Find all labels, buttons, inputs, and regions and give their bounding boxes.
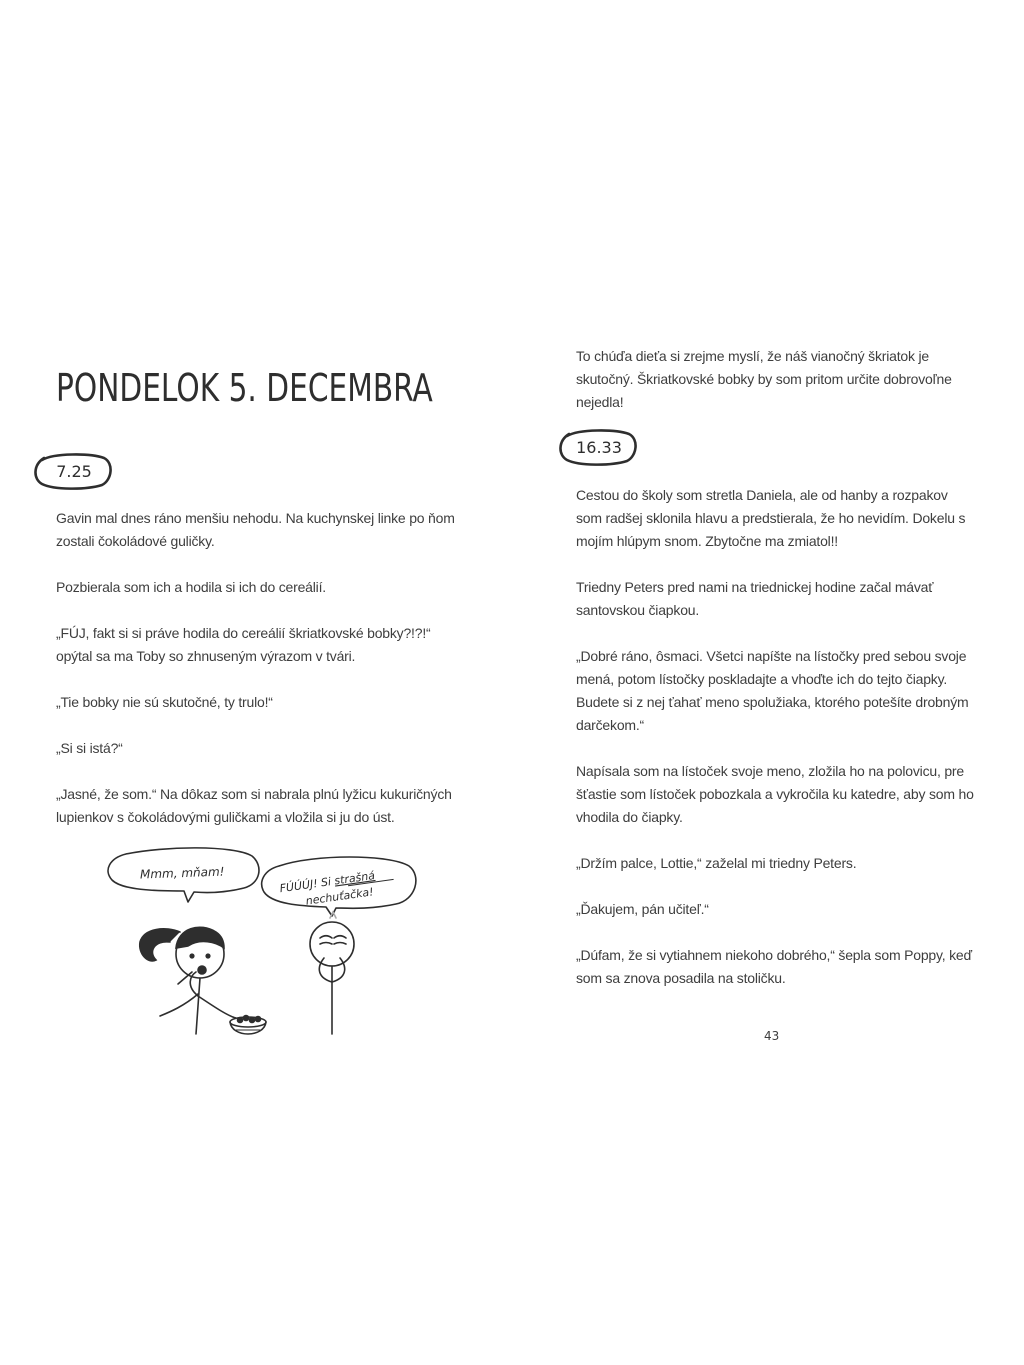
paragraph: „Držím palce, Lottie,“ zaželal mi triedny Peters.: [576, 855, 857, 871]
paragraph: „Dobré ráno, ôsmaci. Všetci napíšte na lístočky pred sebou svoje mená, potom lístočky poskladajte a vhoďte ich do tejto čiapky. Budete si z nej ťahať meno spolužiaka, ktorého potešíte drobným darčekom.“: [576, 648, 969, 733]
bubble-right-text-b: strašná: [333, 868, 376, 888]
right-intro-block: [576, 345, 976, 414]
paragraph: „Tie bobky nie sú skutočné, ty trulo!“: [56, 694, 273, 710]
paragraph: Pozbierala som ich a hodila si ich do cereálií.: [56, 579, 326, 595]
paragraph: Gavin mal dnes ráno menšiu nehodu. Na kuchynskej linke po ňom zostali čokoládové guličky.: [56, 510, 455, 549]
cereal-illustration: [104, 846, 424, 1042]
paragraph: Triedny Peters pred nami na triednickej hodine začal mávať santovskou čiapkou.: [576, 579, 934, 618]
paragraph: „Ďakujem, pán učiteľ.“: [576, 901, 709, 917]
time-badge-afternoon: [557, 428, 637, 466]
girl-figure: [140, 927, 236, 1034]
bubble-right-text-line2: nechuťačka!: [304, 885, 375, 908]
time-badge-morning: [32, 452, 112, 490]
paragraph: „Si si istá?“: [56, 740, 123, 756]
bubble-left-text: Mmm, mňam!: [139, 864, 225, 882]
page-number: 43: [764, 1029, 780, 1043]
bubble-right-text-a: FÚÚÚJ! Si: [278, 874, 336, 896]
paragraph: „FÚJ, fakt si si práve hodila do cereálií škriatkovské bobky?!?!“ opýtal sa ma Toby so zhnuseným výrazom v tvári.: [56, 625, 431, 664]
cereal-bowl: [230, 1016, 266, 1035]
paragraph: Cestou do školy som stretla Daniela, ale od hanby a rozpakov som radšej sklonila hlavu a predstierala, že ho nevidím. Dokelu s mojím hlúpym snom. Zbytočne ma zmiatol!!: [576, 487, 966, 549]
chapter-title: PONDELOK 5. DECEMBRA: [56, 366, 433, 410]
left-text-block: [56, 507, 456, 829]
right-text-block: [576, 484, 976, 990]
paragraph: „Dúfam, že si vytiahnem niekoho dobrého,“ šepla som Poppy, keď som sa znova posadila na stoličku.: [576, 947, 972, 986]
boy-figure: [310, 912, 354, 1034]
right-page: [512, 0, 1024, 1365]
paragraph: „Jasné, že som.“ Na dôkaz som si nabrala plnú lyžicu kukuričných lupienkov s čokoládovými guličkami a vložila si ju do úst.: [56, 786, 452, 825]
time-label: 7.25: [56, 461, 92, 481]
paragraph: Napísala som na lístoček svoje meno, zložila ho na polovicu, pre šťastie som lístoček pobozkala a vykročila ku katedre, aby som ho vhodila do čiapky.: [576, 763, 974, 825]
paragraph: To chúďa dieťa si zrejme myslí, že náš vianočný škriatok je skutočný. Škriatkovské bobky by som pritom určite dobrovoľne nejedla!: [576, 348, 952, 410]
time-label: 16.33: [576, 437, 622, 457]
